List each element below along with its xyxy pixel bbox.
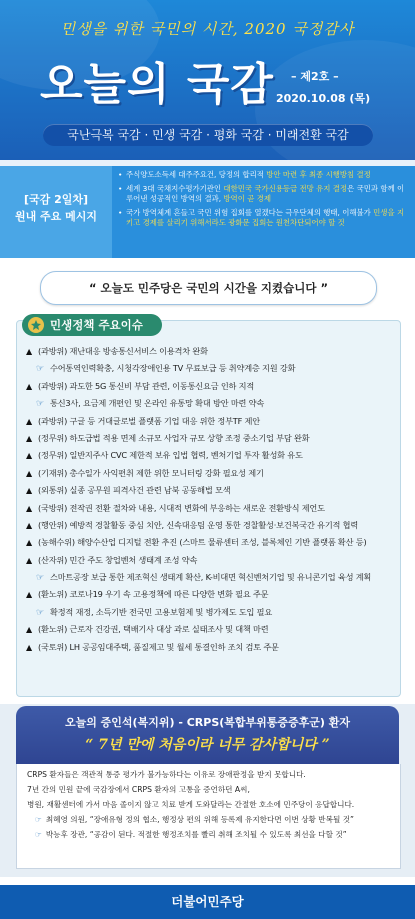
key-message-item: • 국가 방역체계 흔들고 국민 위험 집회를 열겠다는 극우단체의 행태, 이해불가 민생을 지키고 경제를 살리기 위해서라도 광화문 집회는 원천차단되어야 할 것 [118,208,410,228]
party-footer: 더불어민주당 [0,885,415,919]
triangle-bullet-icon: ▲ [26,416,32,426]
triangle-bullet-icon: ▲ [26,538,32,548]
slogan: 민생을 위한 국민의 시간, 2020 국정감사 [60,20,355,38]
witness-text-line: 7년 간의 민원 끝에 국감장에서 CRPS 환자의 고통을 증언하던 A씨, [27,785,250,794]
issue-date: 2020.10.08 (목) [276,92,371,105]
header-banner [0,0,415,160]
triangle-bullet-icon: ▲ [26,486,32,496]
policy-item: ▲ (행안위) 예방적 경찰활동 중심 치안, 신속대응팀 운영 통한 경찰활성·보건복국간 유기적 협력 [26,517,396,534]
key-message-label [0,166,112,258]
witness-quote: “ 7년 만에 처음이라 너무 감사합니다 ” [85,737,330,753]
witness-header [16,706,399,764]
policy-item: ▲ (산자위) 민간 주도 창업벤처 생태계 조성 약속 [26,552,396,569]
policy-sub-item: ☞ 스마트공장 보급 통한 제조혁신 생태계 확산, K-비대면 혁신벤처기업 및 유니콘기업 육성 계획 [26,569,396,586]
category-banner: 국난극복 국감 · 민생 국감 · 평화 국감 · 미래전환 국감 [43,124,373,146]
key-message-heading: 원내 주요 메시지 [14,210,98,223]
triangle-bullet-icon: ▲ [26,451,32,461]
witness-text-line: 병원, 재활센터에 가서 마음 졸이지 않고 치료 받게 도와달라는 간절한 호소에 민주당이 응답합니다. [27,800,355,809]
policy-issue-list [26,343,396,656]
witness-statement: ☞ 박능후 장관, “공감이 된다. 적절한 행정조치를 빨리 취해 조치될 수 있도록 최선을 다할 것” [35,830,347,839]
key-message-item: • 세계 3대 국채지수평가기관인 대한민국 국가신용등급 전망 유지 결정은 국민과 함께 이루어낸 성공적인 방역의 결과, 방역이 곧 경제 [118,184,410,204]
emblem-icon [28,317,44,333]
policy-sub-item: ☞ 수어통역인력확충, 시청각장애인용 TV 무료보급 등 취약계층 지원 강화 [26,360,396,377]
triangle-bullet-icon: ▲ [26,625,32,635]
pointer-icon: ☞ [35,815,42,824]
triangle-bullet-icon: ▲ [26,347,32,356]
pointer-icon: ☞ [36,364,44,375]
triangle-bullet-icon: ▲ [26,642,32,652]
key-message-section [0,166,415,258]
witness-statement: ☞ 최혜영 의원, “장애유형 정의 협소, 행정상 편의 위해 등록제 유지한다면 이번 상황 반복될 것” [35,815,354,824]
pointer-icon: ☞ [36,607,44,618]
policy-item: ▲ (과방위) 재난대응 방송통신서비스 이용격차 완화 [26,343,396,360]
policy-item: ▲ (국방위) 전작권 전환 절차와 내용, 시대적 변화에 부응하는 새로운 전환방식 제언도 [26,500,396,517]
policy-item: ▲ (환노위) 코로나19 우기 속 고용정책에 따른 다양한 변화 필요 주문 [26,586,396,603]
triangle-bullet-icon: ▲ [26,503,32,513]
page-title: 오늘의 국감 [40,59,274,110]
policy-sub-item: ☞ 확정적 재정, 소득기반 전국민 고용보험제 및 병가제도 도입 필요 [26,604,396,621]
key-message-item: • 주식양도소득세 대주주요건, 당정의 합리적 방안 마련 후 최종 시행방침 결정 [118,170,410,180]
policy-item: ▲ (과방위) 구글 등 거대글로벌 플랫폼 기업 대응 위한 정부TF 제안 [26,413,396,430]
triangle-bullet-icon: ▲ [26,520,32,530]
pointer-icon: ☞ [36,573,44,584]
key-message-day: [국감 2일차] [23,193,89,206]
policy-item: ▲ (과방위) 과도한 5G 통신비 부담 관련, 이동통신요금 인하 지적 [26,378,396,395]
policy-issues-title: 민생정책 주요이슈 [50,318,143,332]
triangle-bullet-icon: ▲ [26,590,32,600]
pointer-icon: ☞ [36,399,44,410]
policy-item: ▲ (정무위) 하도급법 적용 면제 소규모 사업자 규모 상향 조정 중소기업 부담 완화 [26,430,396,447]
witness-body [16,764,401,869]
triangle-bullet-icon: ▲ [26,381,32,391]
triangle-bullet-icon: ▲ [26,433,32,443]
policy-item: ▲ (환노위) 근로자 건강권, 택배기사 대상 과로 실태조사 및 대책 마련 [26,621,396,638]
policy-item: ▲ (정무위) 일반지주사 CVC 제한적 보유 입법 협력, 벤처기업 투자 활성화 유도 [26,447,396,464]
policy-item: ▲ (외통위) 실종 공무원 피격사건 관련 남북 공동해법 모색 [26,482,396,499]
policy-item: ▲ (국토위) LH 공공임대주택, 품질제고 및 월세 통결인하 조치 검토 주문 [26,639,396,656]
witness-text-line: CRPS 환자들은 객관적 통증 평가가 불가능하다는 이유로 장애판정을 받지 못합니다. [27,770,306,779]
edition-number: – 제2호 – [291,70,339,83]
triangle-bullet-icon: ▲ [26,468,32,478]
pointer-icon: ☞ [35,830,42,839]
headline-quote: “ 오늘도 민주당은 국민의 시간을 지켰습니다 ” [40,271,377,305]
policy-sub-item: ☞ 통신3사, 요금제 개편인 및 온라인 유통망 확대 방안 마련 약속 [26,395,396,412]
policy-item: ▲ (농해수위) 해양수산업 디지털 전환 추진 (스마트 물류센터 조성, 블록체인 기반 플랫폼 확산 등) [26,534,396,551]
triangle-bullet-icon: ▲ [26,555,32,565]
policy-item: ▲ (기재위) 총수일가 사익편취 제한 위한 모니터링 강화 필요성 제기 [26,465,396,482]
policy-issues-tab [22,314,162,336]
key-message-list [118,170,410,232]
witness-title: 오늘의 증인석(복지위) - CRPS(복합부위통증증후군) 환자 [64,716,351,729]
